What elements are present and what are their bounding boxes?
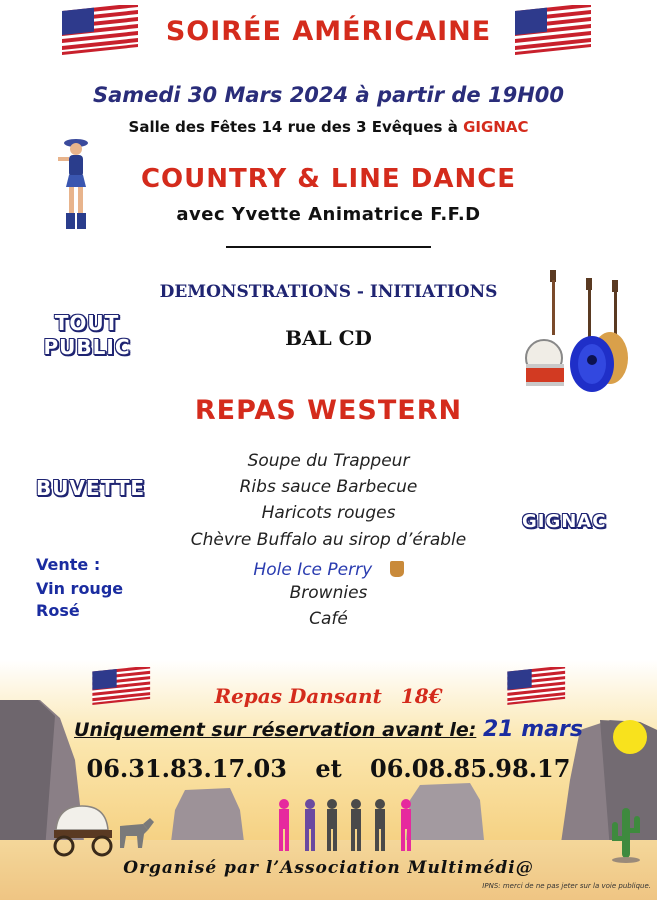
price-line <box>0 684 657 708</box>
divider <box>226 246 431 248</box>
phone-separator: et <box>315 754 342 783</box>
menu-item-dessert: Hole Ice Perry <box>253 560 373 580</box>
covered-wagon-icon <box>48 800 163 862</box>
dance-host: avec Yvette Animatrice F.F.D <box>176 204 481 225</box>
activities-line: DEMONSTRATIONS - INITIATIONS <box>159 282 498 302</box>
buvette-badge: BUVETTE <box>36 476 146 500</box>
reservation-text: Uniquement sur réservation avant le: <box>74 719 477 741</box>
venue-line <box>0 118 657 136</box>
reservation-line <box>0 717 657 742</box>
tout-public-line: TOUT <box>54 311 120 335</box>
price-amount: 18€ <box>400 684 443 708</box>
event-date: Samedi 30 Mars 2024 à partir de 19H00 <box>92 83 565 107</box>
price-label: Repas Dansant <box>214 684 382 708</box>
repas-title: REPAS WESTERN <box>194 395 463 426</box>
ice-cream-tub-icon <box>390 561 404 577</box>
venue-address: Salle des Fêtes 14 rue des 3 Evêques à <box>128 118 458 136</box>
vente-item: Vin rouge <box>36 579 124 598</box>
menu-item: Brownies <box>289 583 368 603</box>
vente-item: Rosé <box>36 601 80 620</box>
bal-cd: BAL CD <box>285 326 372 350</box>
cactus-icon <box>606 804 646 864</box>
ipns-note: IPNS: merci de ne pas jeter sur la voie publique. <box>482 882 651 890</box>
gignac-badge: GIGNAC <box>522 511 607 532</box>
vente-label: Vente : <box>36 555 101 574</box>
organizer-line: Organisé par l’Association Multimédi@ <box>123 858 534 878</box>
menu-item <box>0 560 657 580</box>
dance-title: COUNTRY & LINE DANCE <box>140 164 517 194</box>
reservation-date: 21 mars <box>482 717 583 742</box>
phone-number: 06.31.83.17.03 <box>86 754 287 783</box>
menu-item: Café <box>309 609 348 629</box>
menu-item: Chèvre Buffalo au sirop d’érable <box>190 530 467 550</box>
menu-item: Haricots rouges <box>261 503 396 523</box>
line-dancers-icon <box>270 798 430 856</box>
menu-item: Soupe du Trappeur <box>247 451 410 471</box>
menu-item: Ribs sauce Barbecue <box>239 477 418 497</box>
venue-town: GIGNAC <box>463 118 529 136</box>
phone-number: 06.08.85.98.17 <box>370 754 571 783</box>
guitar-instruments-icon <box>522 268 630 396</box>
page-title: SOIRÉE AMÉRICAINE <box>165 16 492 47</box>
phone-line <box>0 754 657 783</box>
tout-public-line: PUBLIC <box>43 335 131 359</box>
